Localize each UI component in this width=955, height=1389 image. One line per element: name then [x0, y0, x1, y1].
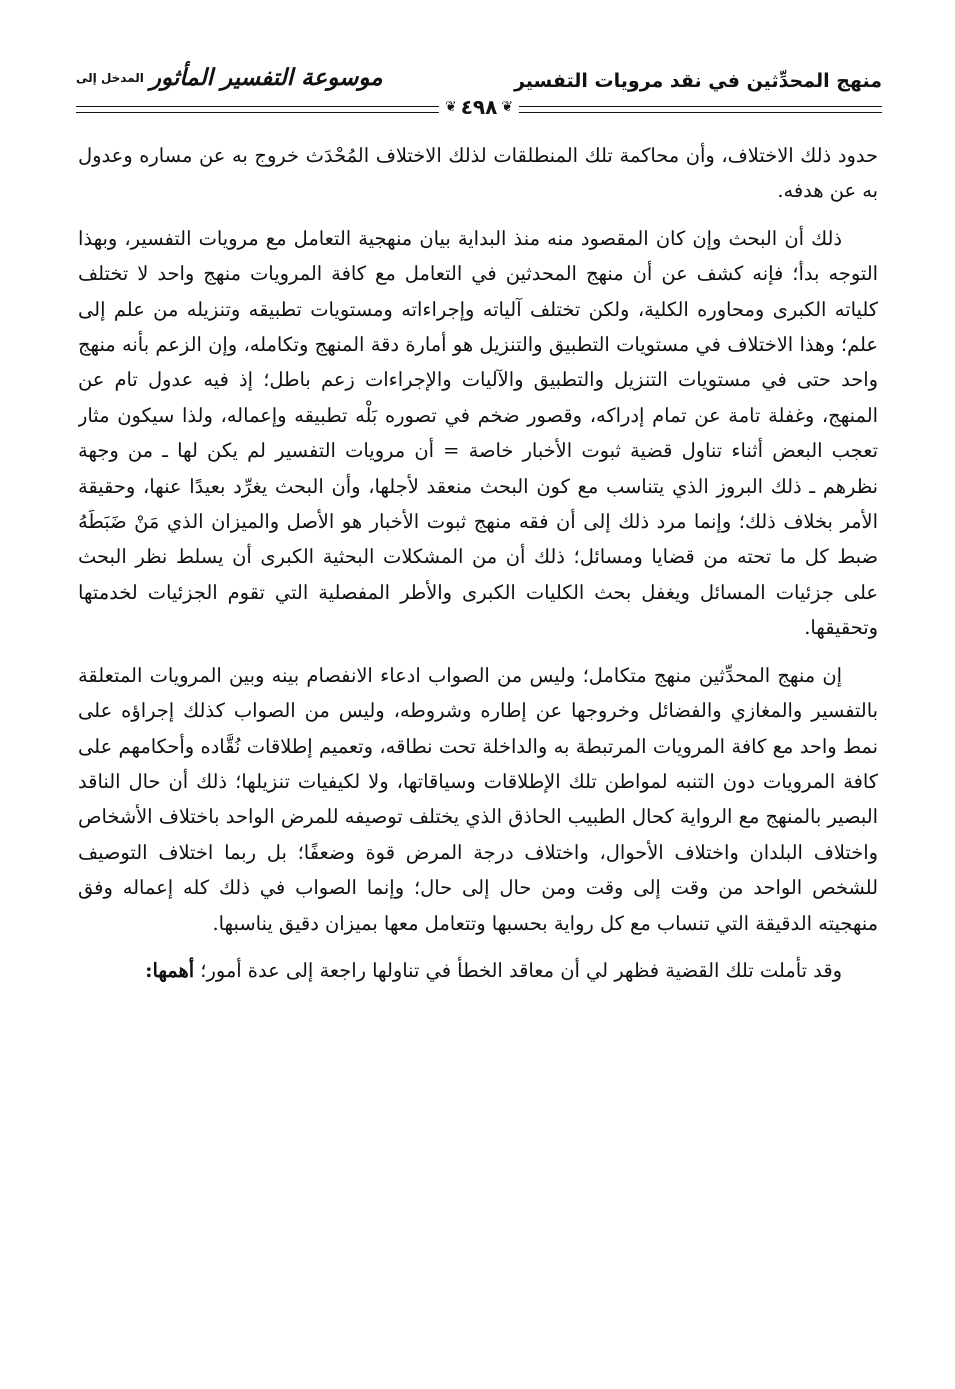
ornament-right-icon: ❦	[501, 99, 514, 115]
ornament-left-icon: ❦	[444, 99, 457, 115]
page-header	[76, 62, 882, 124]
chapter-title: منهج المحدِّثين في نقد مرويات التفسير	[513, 70, 882, 92]
page-number-box	[439, 95, 519, 119]
book-title-prefix: المدخل إلى	[76, 71, 144, 85]
paragraph-1: حدود ذلك الاختلاف، وأن محاكمة تلك المنطلقات لذلك الاختلاف المُحْدَث خروج به عن مساره وعدول به عن هدفه.	[78, 144, 878, 203]
paragraph-4-text: وقد تأملت تلك القضية فظهر لي أن معاقد الخطأ في تناولها راجعة إلى عدة أمور؛	[200, 958, 842, 982]
paragraph-4-bold: أهمها:	[145, 958, 195, 982]
paragraph-3: إن منهج المحدِّثين منهج متكامل؛ وليس من الصواب ادعاء الانفصام بينه وبين المرويات المتعلقة بالتفسير والمغازي والفضائل وخروجها عن إطاره وشروطه، وليس من الصواب كذلك إجراؤه على نمط واحد مع كافة المرويات المرتبطة به والداخلة تحت نطاقه، وتعميم إطلاقات نُقَّاده وأحكامهم على كافة المرويات دون التنبه لمواطن تلك الإطلاقات وسياقاتها، ولا لكيفيات تنزيلها؛ ذلك أن حال الناقد البصير بالمنهج مع الرواية كحال الطبيب الحاذق الذي يختلف توصيفه للمرض الواحد باختلاف الأشخاص واختلاف البلدان واختلاف الأحوال، واختلاف درجة المرض قوة وضعفًا؛ بل ربما اختلاف التوصيف للشخص الواحد من وقت إلى وقت ومن حال إلى حال؛ وإنما الصواب في ذلك كله إعماله وفق منهجيته الدقيقة التي تنساب مع كل رواية بحسبها وتتعامل معها بميزان دقيق يناسبها.	[78, 663, 878, 935]
book-title-group	[76, 64, 383, 91]
book-title-logo: موسوعة التفسير المأثور	[149, 64, 383, 91]
page-body	[78, 138, 878, 1328]
paragraph-4	[78, 953, 878, 988]
page-number: ٤٩٨	[460, 95, 498, 119]
paragraph-2: ذلك أن البحث وإن كان المقصود منه منذ البداية بيان منهجية التعامل مع مرويات التفسير، وبهذا التوجه بدأ؛ فإنه كشف عن أن منهج المحدثين في التعامل مع كافة المرويات منهج واحد لا تختلف كلياته الكبرى ومحاوره الكلية، ولكن تختلف آلياته وإجراءاته ومستويات تطبيقه وتنزيله من علم إلى علم؛ وهذا الاختلاف في مستويات التطبيق والتنزيل هو أمارة دقة المنهج وتكامله، وإن الزعم بأنه منهج واحد حتى في مستويات التنزيل والتطبيق والآليات والإجراءات زعم باطل؛ إذ فيه عدول تام عن المنهج، وغفلة تامة عن تمام إدراكه، وقصور ضخم في تصوره بَلْه تطبيقه وإعماله، ولذا سيكون مثار تعجب البعض أثناء تناول قضية ثبوت الأخبار خاصة = أن مرويات التفسير لم يكن لها ـ من وجهة نظرهم ـ ذلك البروز الذي يتناسب مع كون البحث منعقد لأجلها، وأن البحث يغرِّد بعيدًا عنها، وحقيقة الأمر بخلاف ذلك؛ وإنما مرد ذلك إلى أن فقه منهج ثبوت الأخبار هو الأصل والميزان الذي مَنْ ضَبَطَهُ ضبط كل ما تحته من قضايا ومسائل؛ ذلك أن من المشكلات البحثية الكبرى أن يسلط نظر البحث على جزئيات المسائل ويغفل بحث الكليات الكبرى والأطر المفصلية التي تقوم الجزئيات لخدمتها وتحقيقها.	[78, 226, 878, 640]
